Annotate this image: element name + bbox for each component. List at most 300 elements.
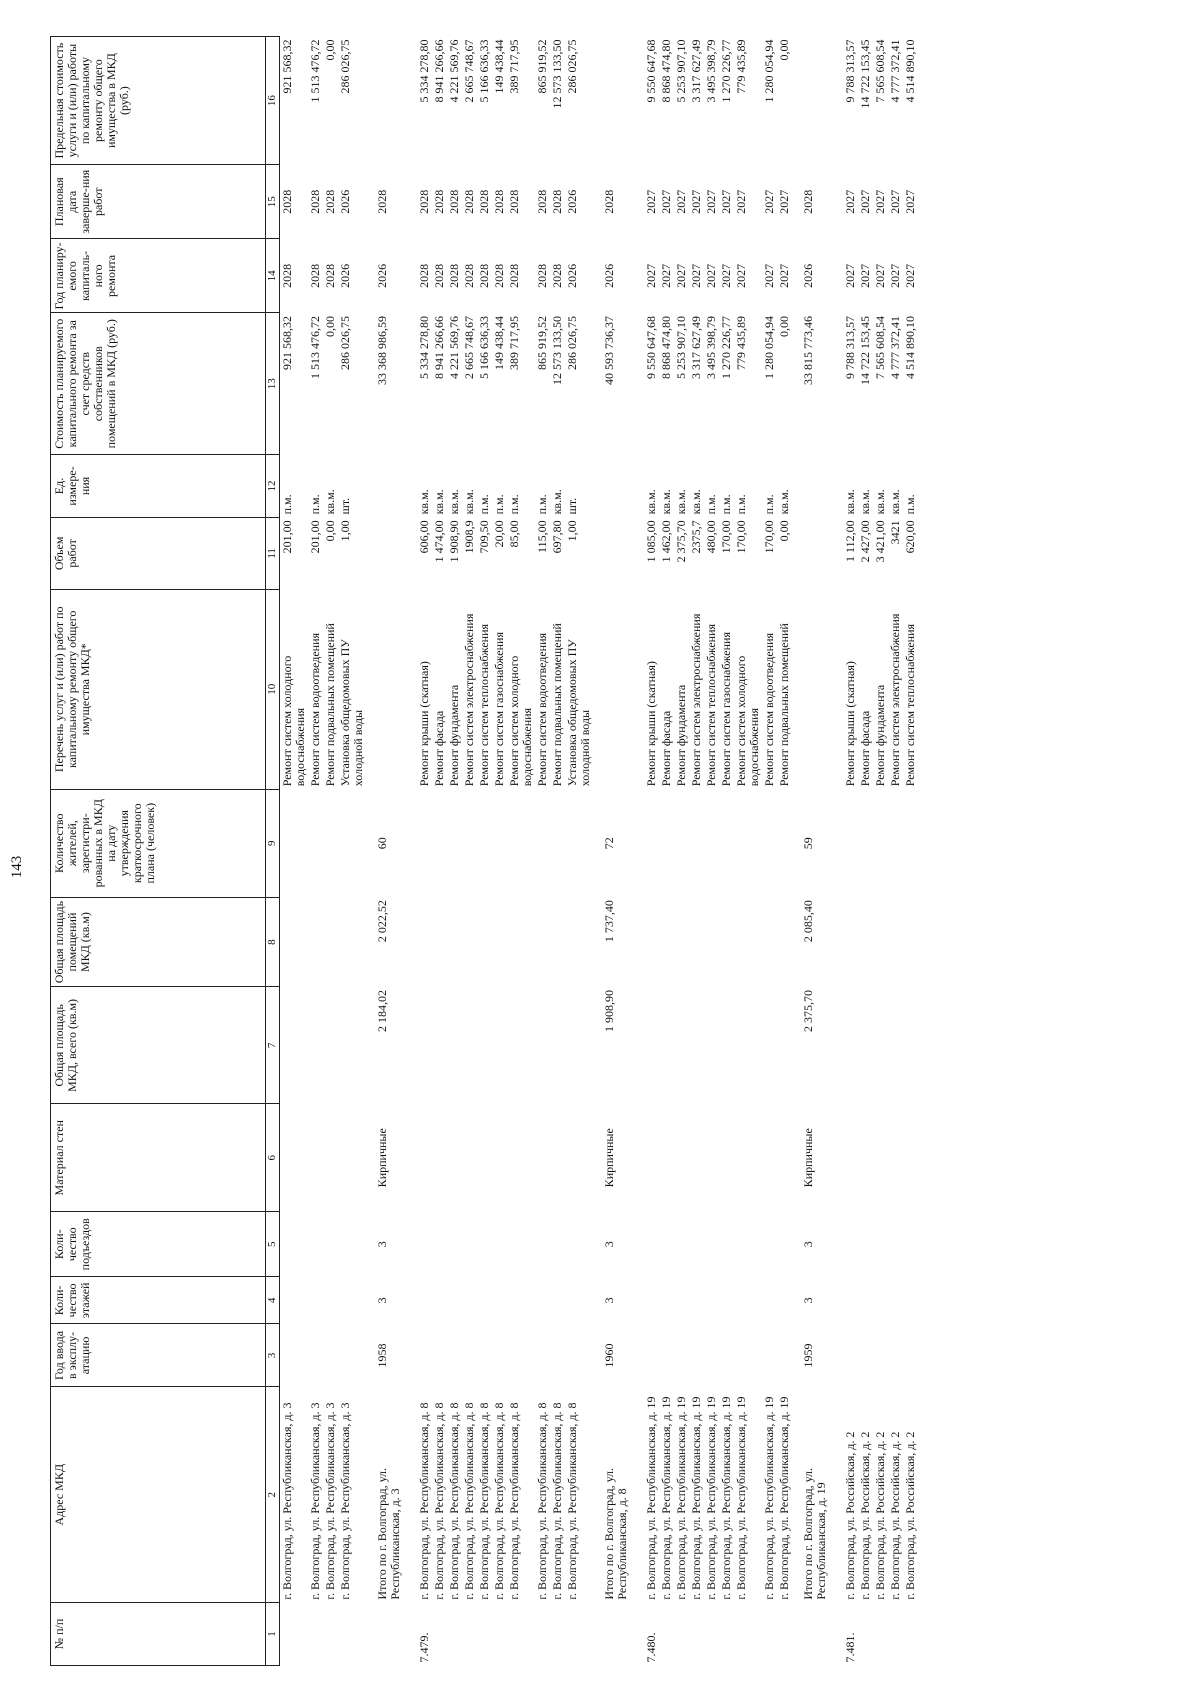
year-built <box>507 1324 535 1387</box>
address: г. Волгоград, ул. Республиканская, д. 8 <box>492 1402 506 1600</box>
entrances <box>492 1212 507 1277</box>
limit-cost: 5 253 907,10 <box>674 39 688 103</box>
item-number <box>734 1603 762 1666</box>
entrances <box>462 1212 477 1277</box>
work-volume: 606,00 <box>417 520 431 554</box>
floors <box>492 1277 507 1324</box>
unit: п.м. <box>308 494 322 515</box>
premises-area <box>323 897 338 987</box>
unit: п.м. <box>762 494 776 515</box>
residents <box>338 789 366 897</box>
work-volume: 170,00 <box>734 520 748 554</box>
table-row <box>858 37 873 1666</box>
item-number <box>903 1603 918 1666</box>
col-header-completion-date: Плановая дата заверше-ния работ <box>51 165 266 239</box>
residents <box>873 789 888 897</box>
cost: 9 550 647,68 <box>644 315 658 379</box>
completion-date: 2028 <box>432 189 446 214</box>
work-volume: 115,00 <box>535 520 549 553</box>
unit: п.м. <box>477 494 491 515</box>
col-header-unit: Ед. измере-ния <box>51 455 266 518</box>
residents <box>659 789 674 897</box>
entrances <box>777 1212 792 1277</box>
repair-year: 2028 <box>417 263 431 288</box>
unit: п.м. <box>903 494 917 515</box>
address: г. Волгоград, ул. Республиканская, д. 8 <box>432 1402 446 1600</box>
premises-area <box>689 897 704 987</box>
work-volume: 3421 <box>888 520 902 545</box>
residents <box>903 789 918 897</box>
entrances <box>689 1212 704 1277</box>
repair-year: 2027 <box>704 263 718 288</box>
premises-area <box>762 897 777 987</box>
work-name: Ремонт систем водоотведения <box>308 632 322 787</box>
table-row <box>535 37 550 1666</box>
work-name: Ремонт систем теплоснабжения <box>704 623 718 787</box>
item-number <box>704 1603 719 1666</box>
column-number: 15 <box>266 165 280 239</box>
work-name: Ремонт подвальных помещений <box>323 623 337 787</box>
column-number: 7 <box>266 987 280 1104</box>
address: г. Волгоград, ул. Республиканская, д. 19 <box>734 1396 748 1600</box>
table-row <box>507 37 535 1666</box>
column-number: 16 <box>266 37 280 165</box>
wall-material <box>734 1104 762 1212</box>
wall-material: Кирпичные <box>375 1128 389 1188</box>
cost: 40 593 736,37 <box>602 315 616 385</box>
column-number: 6 <box>266 1104 280 1212</box>
residents <box>432 789 447 897</box>
completion-date: 2027 <box>903 189 917 214</box>
completion-date: 2028 <box>801 189 815 214</box>
address: г. Волгоград, ул. Республиканская, д. 19 <box>777 1396 791 1600</box>
residents <box>639 789 659 897</box>
wall-material <box>412 1104 432 1212</box>
residents: 72 <box>602 837 616 850</box>
residents <box>838 789 858 897</box>
residents <box>674 789 689 897</box>
col-header-floors: Коли-чество этажей <box>51 1277 266 1324</box>
limit-cost: 3 495 398,79 <box>704 39 718 103</box>
unit: кв.м. <box>858 489 872 515</box>
floors <box>447 1277 462 1324</box>
limit-cost: 8 941 266,66 <box>432 39 446 103</box>
residents <box>447 789 462 897</box>
work-volume <box>366 517 412 589</box>
unit: шт. <box>565 497 579 515</box>
repair-year: 2026 <box>375 263 389 288</box>
total-area <box>734 987 762 1104</box>
column-number: 13 <box>266 313 280 455</box>
repair-year: 2028 <box>535 263 549 288</box>
repair-year: 2026 <box>602 263 616 288</box>
year-built <box>477 1324 492 1387</box>
repair-year: 2028 <box>280 263 294 288</box>
limit-cost <box>593 37 639 165</box>
item-number <box>674 1603 689 1666</box>
unit: п.м. <box>280 494 294 515</box>
col-header-residents: Количество жителей, зарегистри-рованных в МКД на дату утверждения краткосрочного плана (человек) <box>51 789 266 897</box>
column-number: 10 <box>266 589 280 789</box>
total-area <box>674 987 689 1104</box>
year-built: 1960 <box>602 1343 616 1368</box>
residents <box>535 789 550 897</box>
limit-cost: 1 513 476,72 <box>308 39 322 103</box>
work-name: Ремонт систем холодного водоснабжения <box>280 655 307 787</box>
premises-area <box>734 897 762 987</box>
unit: кв.м. <box>659 489 673 515</box>
unit: кв.м. <box>674 489 688 515</box>
table-row <box>323 37 338 1666</box>
limit-cost: 7 565 608,54 <box>873 39 887 103</box>
table-row <box>412 37 432 1666</box>
cost: 286 026,75 <box>565 315 579 370</box>
year-built <box>734 1324 762 1387</box>
limit-cost: 149 438,44 <box>492 39 506 94</box>
completion-date: 2028 <box>507 189 521 214</box>
wall-material <box>888 1104 903 1212</box>
work-name: Ремонт систем холодного водоснабжения <box>734 655 761 787</box>
wall-material <box>550 1104 565 1212</box>
work-name: Ремонт фасада <box>659 710 673 787</box>
completion-date: 2028 <box>417 189 431 214</box>
col-header-works-list: Перечень услуг и (или) работ по капитальному ремонту общего имущества МКД* <box>51 589 266 789</box>
entrances: 3 <box>602 1241 616 1248</box>
page-number: 143 <box>9 855 25 879</box>
repair-year: 2028 <box>323 263 337 288</box>
work-name: Установка общедомовых ПУ холодной воды <box>565 639 592 787</box>
wall-material: Кирпичные <box>602 1128 616 1188</box>
total-area <box>903 987 918 1104</box>
address: г. Волгоград, ул. Республиканская, д. 19 <box>689 1396 703 1600</box>
address: г. Волгоград, ул. Республиканская, д. 8 <box>447 1402 461 1600</box>
column-number: 3 <box>266 1324 280 1387</box>
residents <box>507 789 535 897</box>
total-area <box>639 987 659 1104</box>
item-number <box>762 1603 777 1666</box>
address: г. Волгоград, ул. Республиканская, д. 19 <box>659 1396 673 1600</box>
floors <box>888 1277 903 1324</box>
address: г. Волгоград, ул. Республиканская, д. 19 <box>762 1396 776 1600</box>
column-number: 9 <box>266 789 280 897</box>
repair-year: 2027 <box>762 263 776 288</box>
floors <box>323 1277 338 1324</box>
limit-cost: 4 514 890,10 <box>903 39 917 103</box>
completion-date: 2028 <box>375 189 389 214</box>
repair-year: 2028 <box>492 263 506 288</box>
item-number: 7.481. <box>843 1632 857 1663</box>
limit-cost: 4 777 372,41 <box>888 39 902 103</box>
floors <box>838 1277 858 1324</box>
premises-area <box>888 897 903 987</box>
premises-area: 1 737,40 <box>602 900 616 943</box>
work-name: Ремонт систем электроснабжения <box>689 613 703 787</box>
completion-date: 2028 <box>447 189 461 214</box>
floors: 3 <box>602 1297 616 1304</box>
total-area <box>280 987 309 1104</box>
work-volume: 480,00 <box>704 520 718 554</box>
year-built <box>689 1324 704 1387</box>
col-header-volume: Объем работ <box>51 517 266 589</box>
col-header-repair-year: Год планиру-емого капиталь-ного ремонта <box>51 239 266 313</box>
year-built <box>903 1324 918 1387</box>
floors <box>565 1277 593 1324</box>
entrances <box>565 1212 593 1277</box>
repair-year: 2027 <box>858 263 872 288</box>
wall-material <box>719 1104 734 1212</box>
premises-area: 2 022,52 <box>375 900 389 943</box>
entrances: 3 <box>375 1241 389 1248</box>
col-header-premises-area: Общая площадь помещений МКД (кв.м) <box>51 897 266 987</box>
address: г. Волгоград, ул. Республиканская, д. 19 <box>674 1396 688 1600</box>
entrances <box>447 1212 462 1277</box>
work-name: Ремонт крыши (скатная) <box>417 661 431 787</box>
rotated-table-container <box>50 36 1160 1666</box>
work-volume: 620,00 <box>903 520 917 554</box>
column-number-row <box>266 37 280 1666</box>
header-row <box>51 37 266 1666</box>
item-number: 7.479. <box>417 1632 431 1663</box>
cost: 4 777 372,41 <box>888 315 902 379</box>
wall-material <box>565 1104 593 1212</box>
item-number <box>308 1603 323 1666</box>
work-name <box>593 589 639 789</box>
work-name: Ремонт систем теплоснабжения <box>903 623 917 787</box>
year-built: 1958 <box>375 1343 389 1368</box>
completion-date: 2027 <box>704 189 718 214</box>
total-area <box>412 987 432 1104</box>
work-volume: 2 375,70 <box>674 520 688 563</box>
item-number <box>777 1603 792 1666</box>
address: г. Волгоград, ул. Республиканская, д. 8 <box>417 1402 431 1600</box>
unit <box>792 455 838 518</box>
premises-area <box>447 897 462 987</box>
floors <box>689 1277 704 1324</box>
completion-date: 2027 <box>689 189 703 214</box>
cost: 2 665 748,67 <box>462 315 476 379</box>
total-area <box>762 987 777 1104</box>
work-volume: 1 112,00 <box>843 520 857 562</box>
year-built <box>550 1324 565 1387</box>
unit: п.м. <box>507 494 521 515</box>
table-row <box>704 37 719 1666</box>
work-name <box>366 589 412 789</box>
wall-material <box>338 1104 366 1212</box>
item-number <box>535 1603 550 1666</box>
work-name: Ремонт систем холодного водоснабжения <box>507 655 534 787</box>
table-row <box>903 37 918 1666</box>
cost: 5 253 907,10 <box>674 315 688 379</box>
completion-date: 2027 <box>762 189 776 214</box>
residents <box>308 789 323 897</box>
unit: п.м. <box>734 494 748 515</box>
column-number: 8 <box>266 897 280 987</box>
year-built <box>565 1324 593 1387</box>
capital-repair-table <box>50 36 918 1666</box>
address: г. Волгоград, ул. Российская, д. 2 <box>903 1431 917 1600</box>
item-number <box>366 1603 412 1666</box>
item-number <box>689 1603 704 1666</box>
work-volume <box>792 517 838 589</box>
unit: кв.м. <box>432 489 446 515</box>
work-name: Ремонт систем электроснабжения <box>888 613 902 787</box>
cost: 389 717,95 <box>507 315 521 370</box>
entrances: 3 <box>801 1241 815 1248</box>
premises-area <box>280 897 309 987</box>
item-number <box>432 1603 447 1666</box>
table-row <box>888 37 903 1666</box>
limit-cost: 2 665 748,67 <box>462 39 476 103</box>
work-name: Установка общедомовых ПУ холодной воды <box>338 639 365 787</box>
item-number <box>659 1603 674 1666</box>
table-row <box>492 37 507 1666</box>
unit: шт. <box>338 497 352 515</box>
entrances <box>507 1212 535 1277</box>
work-volume: 201,00 <box>308 520 322 554</box>
repair-year: 2028 <box>550 263 564 288</box>
year-built <box>659 1324 674 1387</box>
total-area <box>659 987 674 1104</box>
repair-year: 2027 <box>873 263 887 288</box>
table-row <box>280 37 309 1666</box>
wall-material <box>280 1104 309 1212</box>
repair-year: 2028 <box>308 263 322 288</box>
year-built <box>447 1324 462 1387</box>
wall-material <box>639 1104 659 1212</box>
address: г. Волгоград, ул. Республиканская, д. 3 <box>338 1402 352 1600</box>
year-built <box>719 1324 734 1387</box>
residents <box>550 789 565 897</box>
limit-cost: 921 568,32 <box>280 39 294 94</box>
work-volume: 0,00 <box>323 520 337 542</box>
completion-date: 2027 <box>659 189 673 214</box>
repair-year: 2027 <box>734 263 748 288</box>
floors <box>858 1277 873 1324</box>
work-name: Ремонт подвальных помещений <box>777 623 791 787</box>
work-name: Ремонт фундамента <box>674 684 688 787</box>
address: г. Волгоград, ул. Республиканская, д. 19 <box>644 1396 658 1600</box>
year-built <box>838 1324 858 1387</box>
premises-area <box>432 897 447 987</box>
cost: 33 368 986,59 <box>375 315 389 385</box>
limit-cost: 1 270 226,77 <box>719 39 733 103</box>
cost: 4 514 890,10 <box>903 315 917 379</box>
work-volume: 170,00 <box>762 520 776 554</box>
floors <box>719 1277 734 1324</box>
work-volume: 1,00 <box>338 520 352 542</box>
item-number <box>550 1603 565 1666</box>
cost: 4 221 569,76 <box>447 315 461 379</box>
cost: 8 868 474,80 <box>659 315 673 379</box>
repair-year: 2027 <box>689 263 703 288</box>
limit-cost: 8 868 474,80 <box>659 39 673 103</box>
item-number <box>858 1603 873 1666</box>
premises-area <box>507 897 535 987</box>
column-number: 14 <box>266 239 280 313</box>
floors: 3 <box>375 1297 389 1304</box>
limit-cost: 779 435,89 <box>734 39 748 94</box>
premises-area <box>659 897 674 987</box>
wall-material: Кирпичные <box>801 1128 815 1188</box>
item-number <box>719 1603 734 1666</box>
completion-date: 2028 <box>477 189 491 214</box>
entrances <box>838 1212 858 1277</box>
year-built <box>674 1324 689 1387</box>
year-built <box>535 1324 550 1387</box>
unit: кв.м. <box>462 489 476 515</box>
wall-material <box>674 1104 689 1212</box>
table-row <box>462 37 477 1666</box>
column-number: 4 <box>266 1277 280 1324</box>
entrances <box>674 1212 689 1277</box>
repair-year: 2026 <box>338 263 352 288</box>
address: г. Волгоград, ул. Республиканская, д. 8 <box>565 1402 579 1600</box>
premises-area <box>535 897 550 987</box>
total-row <box>792 37 838 1666</box>
completion-date: 2027 <box>719 189 733 214</box>
wall-material <box>659 1104 674 1212</box>
total-area <box>338 987 366 1104</box>
unit <box>593 455 639 518</box>
col-header-address: Адрес МКД <box>51 1387 266 1603</box>
table-row <box>639 37 659 1666</box>
entrances <box>639 1212 659 1277</box>
cost: 0,00 <box>777 315 791 337</box>
completion-date: 2027 <box>777 189 791 214</box>
item-number: 7.480. <box>644 1632 658 1663</box>
premises-area <box>873 897 888 987</box>
repair-year: 2026 <box>565 263 579 288</box>
wall-material <box>447 1104 462 1212</box>
total-area <box>689 987 704 1104</box>
repair-year: 2028 <box>432 263 446 288</box>
floors <box>338 1277 366 1324</box>
floors <box>462 1277 477 1324</box>
table-row <box>762 37 777 1666</box>
repair-year: 2028 <box>462 263 476 288</box>
address: г. Волгоград, ул. Российская, д. 2 <box>858 1431 872 1600</box>
table-row <box>777 37 792 1666</box>
table-row <box>338 37 366 1666</box>
completion-date: 2028 <box>280 189 294 214</box>
work-volume: 1,00 <box>565 520 579 542</box>
premises-area <box>477 897 492 987</box>
completion-date: 2028 <box>462 189 476 214</box>
completion-date: 2027 <box>843 189 857 214</box>
repair-year: 2028 <box>447 263 461 288</box>
entrances <box>535 1212 550 1277</box>
address: г. Волгоград, ул. Республиканская, д. 19 <box>719 1396 733 1600</box>
cost: 865 919,52 <box>535 315 549 370</box>
total-row <box>366 37 412 1666</box>
table-row <box>719 37 734 1666</box>
address: г. Волгоград, ул. Республиканская, д. 8 <box>477 1402 491 1600</box>
premises-area <box>412 897 432 987</box>
residents <box>492 789 507 897</box>
premises-area: 2 085,40 <box>801 900 815 943</box>
work-volume: 1 462,00 <box>659 520 673 563</box>
wall-material <box>704 1104 719 1212</box>
total-area: 1 908,90 <box>602 990 616 1032</box>
premises-area <box>462 897 477 987</box>
address: Итого по г. Волгоград, ул. Республиканская, д. 19 <box>801 1467 828 1600</box>
entrances <box>858 1212 873 1277</box>
year-built <box>432 1324 447 1387</box>
residents <box>719 789 734 897</box>
work-name <box>792 589 838 789</box>
residents <box>704 789 719 897</box>
item-number <box>338 1603 366 1666</box>
